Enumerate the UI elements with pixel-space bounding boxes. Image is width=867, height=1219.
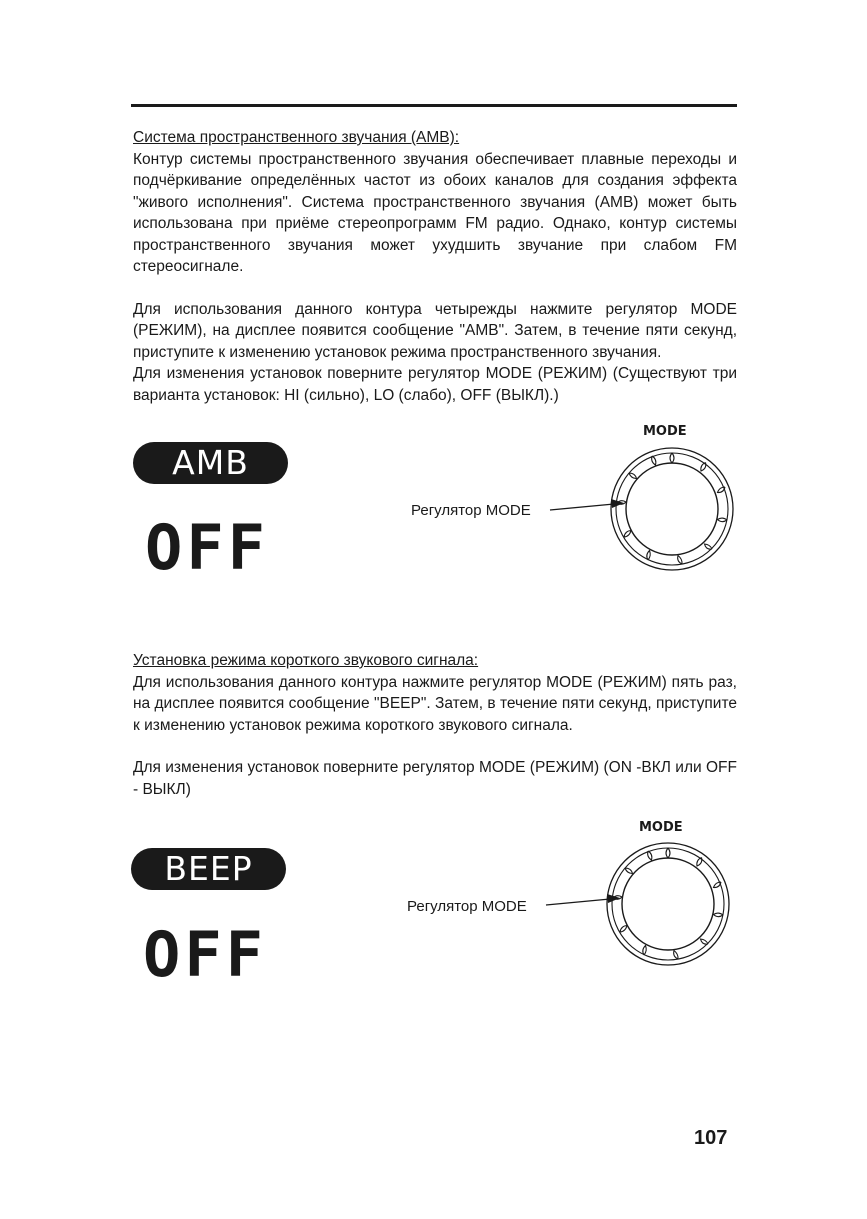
amb-knob-caption: Регулятор MODE (411, 502, 531, 519)
amb-display-value: OFF (145, 511, 269, 584)
beep-display-label: BEEP (131, 848, 286, 890)
beep-paragraph-1: Для использования данного контура нажмите регулятор MODE (РЕЖИМ) пять раз, на дисплее появится сообщение "BEEP". Затем, в течение пяти секунд, приступите к изменению установок режима короткого звукового сигнала. (133, 673, 738, 734)
beep-heading: Установка режима короткого звукового сигнала: (133, 652, 479, 669)
amb-section (133, 127, 737, 406)
beep-display-value: OFF (143, 918, 267, 991)
amb-paragraph-2: Для использования данного контура четырежды нажмите регулятор MODE (РЕЖИМ), на дисплее появится сообщение "AMB". Затем, в течение пяти секунд, приступите к изменению установок режима пространственного звучания. (133, 300, 737, 361)
page-number: 107 (694, 1127, 728, 1149)
header-rule (131, 104, 737, 107)
beep-paragraph-2: Для изменения установок поверните регулятор MODE (РЕЖИМ) (ON -ВКЛ или OFF - ВЫКЛ) (133, 759, 737, 798)
amb-mode-knob[interactable] (608, 445, 736, 573)
amb-paragraph-3: Для изменения установок поверните регулятор MODE (РЕЖИМ) (Существуют три варианта установок: HI (сильно), LO (слабо), OFF (ВЫКЛ).) (133, 365, 737, 404)
amb-heading: Система пространственного звучания (AMB): (133, 129, 460, 146)
beep-knob-title: MODE (639, 820, 683, 835)
amb-display-label: AMB (133, 442, 288, 484)
amb-paragraph-1: Контур системы пространственного звучания обеспечивает плавные переходы и подчёркивание определённых частот из обоих каналов для создания эффекта "живого исполнения". Система пространственного звучания (AMB) может быть использована при приёме стереопрограмм FM радио. Однако, контур системы пространственного звучания может ухудшить звучание при слабом FM стереосигнале. (133, 150, 737, 275)
beep-mode-knob[interactable] (604, 840, 732, 968)
beep-knob-caption: Регулятор MODE (407, 898, 527, 915)
beep-section (133, 650, 737, 800)
amb-knob-title: MODE (643, 424, 687, 439)
